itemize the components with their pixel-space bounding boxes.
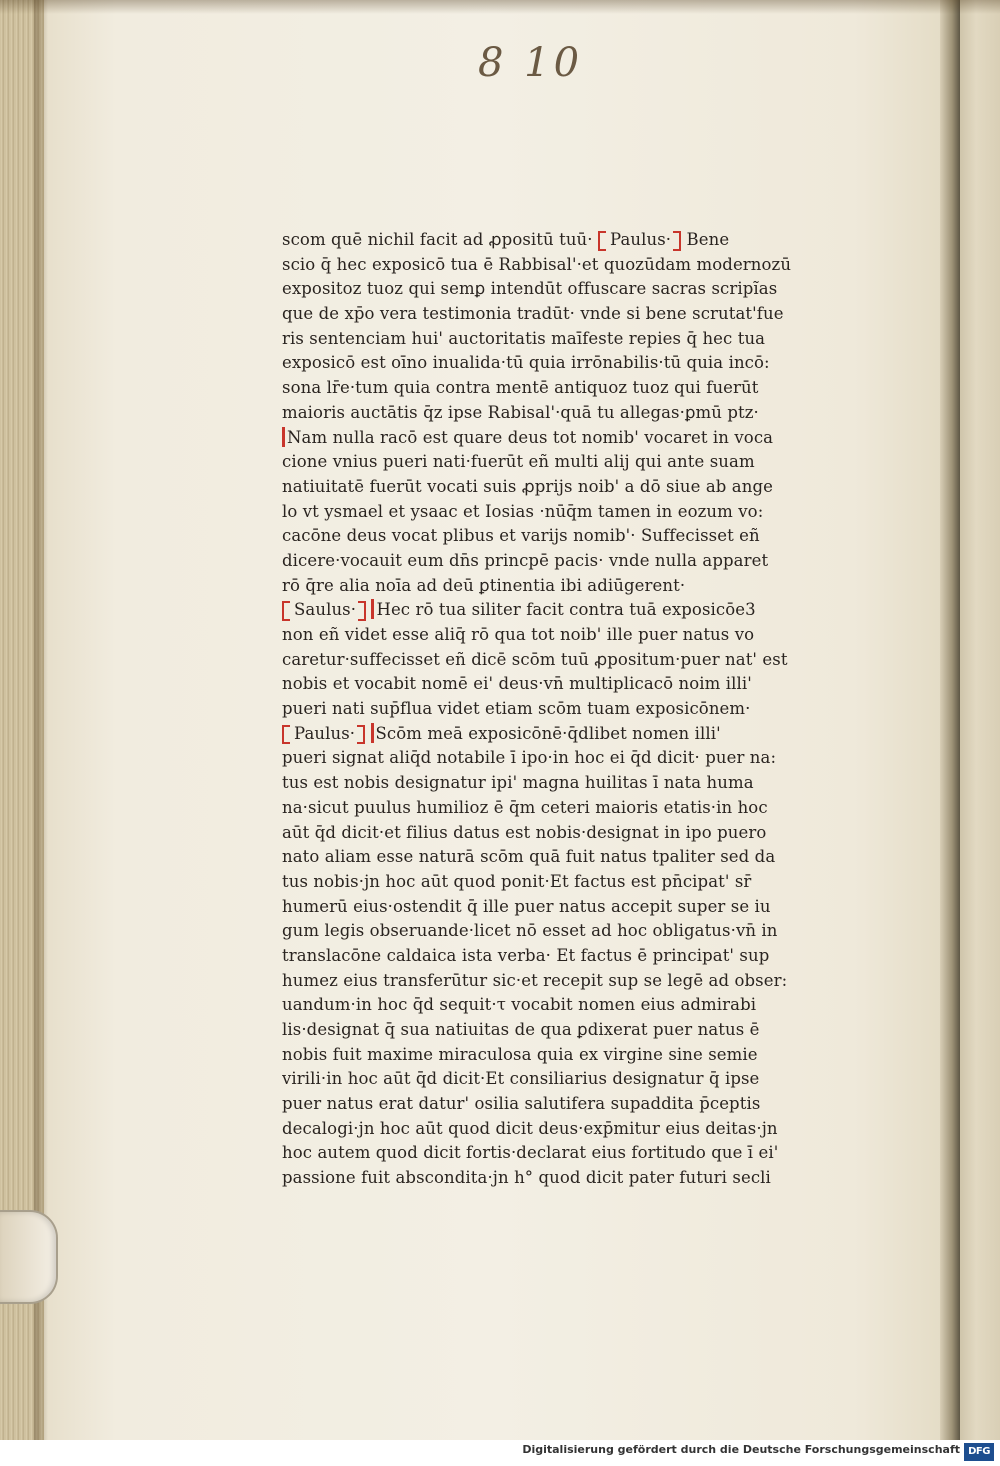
text-line: cione vnius pueri nati·fuerūt eñ multi alij qui ante suam [282,452,755,472]
text-line: hoc autem quod dicit fortis·declarat eius fortitudo que ī ei' [282,1143,779,1163]
text-line: natiuitatē fuerūt vocati suis ꝓprijs noib' a dō siue ab ange [282,476,773,496]
text-line: caretur·suffecisset eñ dicē scōm tuū ꝓpositum·puer nat' est [282,649,788,669]
text-line: pueri nati sup̄flua videt etiam scōm tuam exposicōnem· [282,699,751,719]
rubric-paulus: Paulus· [598,228,681,253]
red-initial-mark [371,723,374,743]
top-shadow [0,0,1000,14]
book-clasp [0,1210,58,1304]
funding-credit: Digitalisierung gefördert durch die Deutsche Forschungsgemeinschaft [522,1443,960,1456]
text-line: Paulus· Scōm meā exposicōnē·q̄dlibet nomen illi' [282,722,842,747]
text-line: gum legis obseruande·licet nō esset ad hoc obligatus·vn̄ in [282,921,778,941]
text-line: que de xp̄o vera testimonia tradūt· vnde si bene scrutat'fue [282,304,784,324]
folio-number: 8 10 [478,40,584,86]
text-block [282,228,842,1191]
text-line: pueri signat aliq̄d notabile ī ipo·in hoc ei q̄d dicit· puer na: [282,748,777,768]
text-line: expositoz tuoz qui semꝑ intendūt offuscare sacras scripĩas [282,279,778,299]
text-line: tus est nobis designatur ipi' magna huilitas ī nata huma [282,773,754,793]
text-line: Saulus· Hec rō tua siliter facit contra tuā exposicōe3 [282,598,842,623]
text-line: nobis et vocabit nomē ei' deus·vn̄ multiplicacō noim illi' [282,674,752,694]
text-line: decalogi·jn hoc aūt quod dicit deus·exp̄mitur eius deitas·jn [282,1118,778,1138]
text-line: lo vt ysmael et ysaac et Iosias ·nūq̄m tamen in eozum vo: [282,501,764,521]
text-line: humez eius transferūtur sic·et recepit sup se legē ad obser: [282,970,788,990]
text-line: na·sicut puulus humilioz ē q̄m ceteri maioris etatis·in hoc [282,797,768,817]
text-line: puer natus erat datur' osilia salutifera supaddita p̄ceptis [282,1094,761,1114]
text-line: lis·designat q̄ sua natiuitas de qua ꝑdixerat puer natus ē [282,1020,760,1039]
red-initial-mark [371,599,374,619]
text-line: Nam nulla racō est quare deus tot nomib' vocaret in voca [282,426,842,451]
text-line: translacōne caldaica ista verba· Et factus ē principat' sup [282,945,770,965]
text-line: tus nobis·jn hoc aūt quod ponit·Et factus est pn̄cipat' sr̄ [282,871,752,891]
dfg-logo: DFG [964,1443,994,1461]
text-line: rō q̄re alia noīa ad deū ꝑtinentia ibi adiūgerent· [282,575,686,595]
text-line: aūt q̄d dicit·et filius datus est nobis·designat in ipo puero [282,822,767,842]
text-line: sona lr̄e·tum quia contra mentē antiquoz tuoz qui fuerūt [282,378,759,398]
text-line: exposicō est oīno inualida·tū quia irrōnabilis·tū quia incō: [282,353,770,373]
red-initial-mark [282,427,285,447]
rubric-bene: Bene [686,230,730,249]
text-line: cacōne deus vocat plibus et varijs nomib'· Suffecisset eñ [282,526,760,546]
text-line: passione fuit abscondita·jn h° quod dicit pater futuri secli [282,1168,771,1188]
text-line: nato aliam esse naturā scōm quā fuit natus tpaliter sed da [282,847,776,867]
rubric-saulus: Saulus· [282,598,366,623]
text-line: humerū eius·ostendit q̄ ille puer natus accepit super se iu [282,896,771,916]
footer-bar [0,1440,1000,1466]
right-gutter [940,0,960,1440]
text-line: virili·in hoc aūt q̄d dicit·Et consiliarius designatur q̄ ipse [282,1069,760,1089]
text-line: dicere·vocauit eum dn̄s princpē pacis· vnde nulla apparet [282,550,769,570]
text-line: scom quē nichil facit ad ꝓpositū tuū· Paulus· Bene [282,228,842,253]
text-line: non eñ videt esse aliq̄ rō qua tot noib' ille puer natus vo [282,625,755,644]
text-line: nobis fuit maxime miraculosa quia ex virgine sine semie [282,1044,758,1064]
text-line: scio q̄ hec exposicō tua ē Rabbisal'·et quozūdam modernozū [282,254,792,274]
text-line: ris sentenciam hui' auctoritatis maīfeste repies q̄ hec tua [282,328,766,348]
next-page-edge [960,0,1000,1440]
text-line: maioris auctātis q̄z ipse Rabisal'·quā tu allegas·ꝑmū ptz· [282,402,759,422]
text-line: uandum·in hoc q̄d sequit·τ vocabit nomen eius admirabi [282,995,757,1015]
rubric-paulus: Paulus· [282,722,365,747]
